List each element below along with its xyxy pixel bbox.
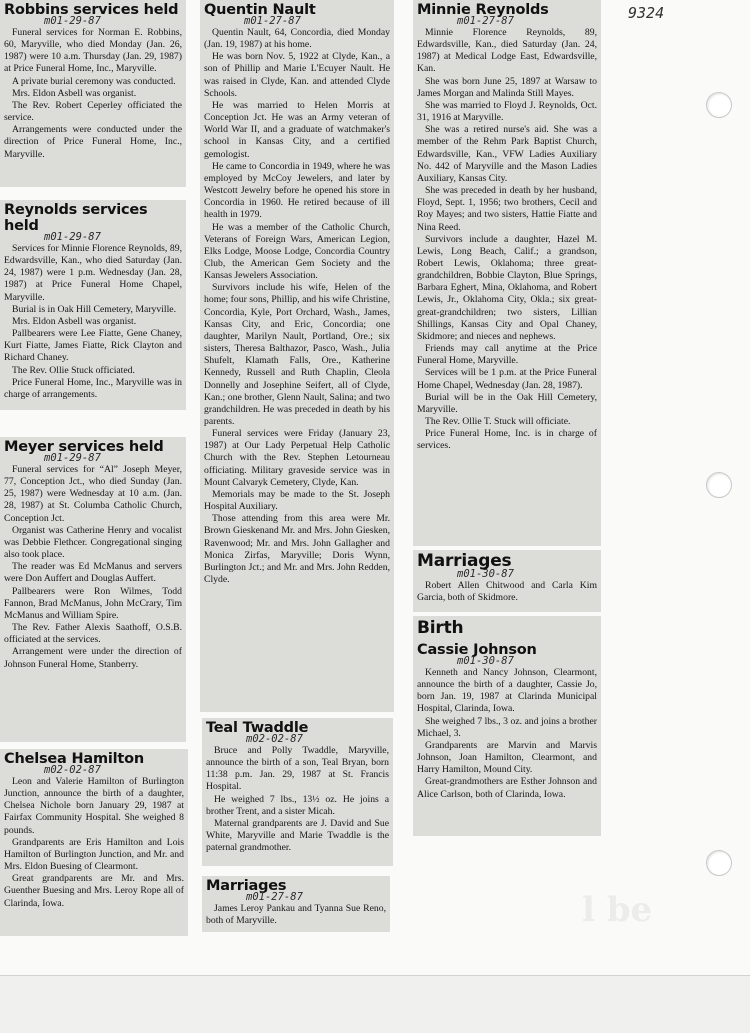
clipping-headline: Cassie Johnson bbox=[417, 642, 537, 658]
clipping-paragraph: Price Funeral Home, Inc., Maryville was in charge of arrangements. bbox=[4, 376, 182, 400]
scanner-margin bbox=[0, 975, 750, 1033]
clipping-paragraph: Funeral services for “Al” Joseph Meyer, 77, Conception Jct., who died Sunday (Jan. 25, 1987) were Wednesday at 10 a.m. (Jan. 28, 1987) at St. Columba Catholic Church, Conception Jct. bbox=[4, 464, 182, 524]
clipping-headline: Minnie Reynolds bbox=[417, 2, 549, 18]
marriages-left-clipping bbox=[202, 876, 390, 932]
clipping-paragraph: He was born Nov. 5, 1922 at Clyde, Kan., a son of Phillip and Marie L'Ecuyer Nault. He was raised in Clyde, Kan. and attended Clyde Schools. bbox=[204, 51, 390, 99]
binder-hole bbox=[706, 850, 732, 876]
clipping-paragraph: The Rev. Father Alexis Saathoff, O.S.B. officiated at the services. bbox=[4, 622, 182, 646]
handwritten-code: m02-02-87 bbox=[246, 733, 303, 745]
clipping-paragraph: Quentin Nault, 64, Concordia, died Monday (Jan. 19, 1987) at his home. bbox=[204, 27, 390, 51]
clipping-paragraph: Arrangement were under the direction of Johnson Funeral Home, Stanberry. bbox=[4, 646, 182, 670]
clipping-paragraph: Friends may call anytime at the Price Funeral Home, Maryville. bbox=[417, 343, 597, 367]
clipping-paragraph: Great-grandmothers are Esther Johnson and Alice Carlson, both of Clarinda, Iowa. bbox=[417, 776, 597, 800]
clipping-headline: Marriages bbox=[206, 878, 287, 894]
clipping-paragraph: He was a member of the Catholic Church, Veterans of Foreign Wars, American Legion, Elks Lodge, Moose Lodge, Concordia Country Club, the American Gem Society and the Kansas Jewelers Association. bbox=[204, 221, 390, 282]
handwritten-code: m01-27-87 bbox=[457, 15, 514, 27]
clipping-paragraph: Services will be 1 p.m. at the Price Funeral Home Chapel, Wednesday (Jan. 28, 1987). bbox=[417, 367, 597, 391]
clipping-paragraph: Survivors include a daughter, Hazel M. Lewis, Long Beach, Calif.; a grandson, Robert Lewis, Oklahoma; three great-grandchildren, Bobbie Clayton, Blue Springs, Barbara Eghert, Mina, Oklahoma, and Robert Lewis, Jr., Oklahoma City, Okla.; six great-great-grandchildren; two sisters, Lillian Shillings, Kansas City and Opal Chaney, Skidmore; and nieces and nephews. bbox=[417, 233, 597, 342]
clipping-paragraph: He came to Concordia in 1949, where he was employed by McCoy Jewelers, and later by Westcott Jewelry before he opened his store in Concordia in 1960. He retired because of ill health in 1979. bbox=[204, 160, 390, 221]
binder-hole bbox=[706, 472, 732, 498]
clipping-paragraph: Mrs. Eldon Asbell was organist. bbox=[12, 315, 137, 327]
clipping-paragraph: Arrangements were conducted under the direction of Price Funeral Home, Inc., Maryville. bbox=[4, 124, 182, 160]
bleed-through-text: l be bbox=[582, 890, 653, 930]
clipping-paragraph: Great grandparents are Mr. and Mrs. Guenther Buesing and Mrs. Leroy Rope all of Clarinda, Iowa. bbox=[4, 873, 184, 909]
section-headline: Birth bbox=[417, 618, 464, 638]
clipping-paragraph: She was married to Floyd J. Reynolds, Oct. 31, 1916 at Maryville. bbox=[417, 99, 597, 124]
clipping-paragraph: Burial will be in the Oak Hill Cemetery, Maryville. bbox=[417, 391, 597, 415]
handwritten-code: m01-30-87 bbox=[457, 568, 514, 580]
meyer-clipping bbox=[0, 437, 186, 742]
clipping-paragraph: Those attending from this area were Mr. Brown Gieskenand Mr. and Mrs. John Giesken, Ravenwood; Mr. and Mrs. John Gallagher and Monica Zirfas, Maryville; Doris Wynn, Burlington Jct.; and Mr. and Mrs. John Redden, Clyde. bbox=[204, 513, 390, 586]
chelsea-clipping bbox=[0, 749, 188, 936]
clipping-paragraph: Bruce and Polly Twaddle, Maryville, announce the birth of a son, Teal Bryan, born 11:38 p.m. Jan. 29, 1987 at St. Francis Hospital. bbox=[206, 745, 389, 793]
binder-hole bbox=[706, 92, 732, 118]
clipping-headline: Reynolds services held bbox=[4, 202, 148, 234]
handwritten-code: m01-29-87 bbox=[44, 15, 101, 27]
handwritten-code: m01-27-87 bbox=[246, 891, 303, 903]
handwritten-code: m01-29-87 bbox=[44, 452, 101, 464]
clipping-paragraph: Kenneth and Nancy Johnson, Clearmont, announce the birth of a daughter, Cassie Jo, born Jan. 19, 1987 at Clarinda Municipal Hospital, Clarinda, Iowa. bbox=[417, 667, 597, 715]
handwritten-code: m01-29-87 bbox=[44, 231, 101, 243]
clipping-paragraph: Pallbearers were Lee Fiatte, Gene Chaney, Kurt Fiatte, James Fiatte, Rick Clayton and Richard Chaney. bbox=[4, 328, 182, 364]
clipping-headline: Meyer services held bbox=[4, 439, 164, 455]
clipping-paragraph: She was preceded in death by her husband, Floyd, Sept. 1, 1956; two brothers, Cecil and Roy Mayes; and two sisters, Hattie Fiatte and Nina Reed. bbox=[417, 185, 597, 233]
clipping-paragraph: Burial is in Oak Hill Cemetery, Maryville. bbox=[12, 303, 177, 315]
clipping-paragraph: He weighed 7 lbs., 13½ oz. He joins a brother Trent, and a sister Micah. bbox=[206, 793, 389, 817]
clipping-paragraph: Funeral services were Friday (January 23, 1987) at Our Lady Perpetual Help Catholic Church with the Rev. Stephen Letourneau officiating. Military graveside service was in Mount Calvaryk Cemetery, Clyde, Kan. bbox=[204, 428, 390, 488]
birth-clipping bbox=[413, 616, 601, 836]
reynolds-clipping bbox=[0, 200, 186, 410]
clipping-paragraph: The Rev. Ollie Stuck officiated. bbox=[12, 364, 135, 376]
clipping-paragraph: She was a retired nurse's aid. She was a member of the Rehm Park Baptist Church, Edwardsville, Kan., VFW Ladies Auxiliary No. 442 of Maryville and the Mason Ladies Auxiliary, Kansas City. bbox=[417, 124, 597, 184]
clipping-paragraph: James Leroy Pankau and Tyanna Sue Reno, both of Maryville. bbox=[206, 903, 386, 927]
marriages-right-clipping bbox=[413, 550, 601, 612]
clipping-paragraph: Services for Minnie Florence Reynolds, 89, Edwardsville, Kan., who died Saturday (Jan. 24, 1987) were 1 p.m. Wednesday (Jan. 28, 1987) at Price Funeral Home Chapel, Maryville. bbox=[4, 243, 182, 303]
clipping-paragraph: Pallbearers were Ron Wilmes, Todd Fannon, Brad McManus, John McCrary, Tim McManus and William Spire. bbox=[4, 585, 182, 621]
robbins-clipping bbox=[0, 0, 186, 187]
clipping-headline: Chelsea Hamilton bbox=[4, 751, 145, 767]
twaddle-clipping bbox=[202, 718, 393, 866]
minnie-clipping bbox=[413, 0, 601, 546]
clipping-paragraph: Grandparents are Marvin and Marvis Johnson, Joan Hamilton, Clearmont, and Harry Hamilton, Mound City. bbox=[417, 739, 597, 776]
clipping-paragraph: A private burial ceremony was conducted. bbox=[12, 75, 176, 87]
nault-clipping bbox=[200, 0, 394, 712]
clipping-paragraph: Robert Allen Chitwood and Carla Kim Garcia, both of Skidmore. bbox=[417, 580, 597, 604]
clipping-paragraph: She weighed 7 lbs., 3 oz. and joins a brother Michael, 3. bbox=[417, 715, 597, 739]
clipping-paragraph: Grandparents are Eris Hamilton and Lois Hamilton of Burlington Junction, and Mr. and Mrs. Eldon Buesing of Clearmont. bbox=[4, 836, 184, 873]
clipping-paragraph: Maternal grandparents are J. David and Sue White, Maryville and Marie Twaddle is the paternal grandmother. bbox=[206, 817, 389, 854]
clipping-paragraph: The Rev. Ollie T. Stuck will officiate. bbox=[425, 416, 571, 427]
clipping-headline: Robbins services held bbox=[4, 2, 179, 18]
clipping-paragraph: Memorials may be made to the St. Joseph Hospital Auxiliary. bbox=[204, 488, 390, 513]
clipping-headline: Teal Twaddle bbox=[206, 720, 309, 736]
clipping-headline: Marriages bbox=[417, 551, 512, 571]
clipping-paragraph: Price Funeral Home, Inc. is in charge of services. bbox=[417, 428, 597, 452]
clipping-paragraph: He was married to Helen Morris at Conception Jct. He was an Army veteran of World War II, and a graduate of watchmaker's school in Kansas City, and a certified gemologist. bbox=[204, 99, 390, 160]
handwritten-code: m01-27-87 bbox=[244, 15, 301, 27]
clipping-paragraph: Leon and Valerie Hamilton of Burlington Junction, announce the birth of a daughter, Chelsea Nichole born January 29, 1987 at Fairfax Community Hospital. She weighed 8 pounds. bbox=[4, 776, 184, 836]
clipping-paragraph: Minnie Florence Reynolds, 89, Edwardsville, Kan., died Saturday (Jan. 24, 1987) at Medical Lodge East, Edwardsville, Kan. bbox=[417, 27, 597, 75]
clipping-paragraph: The Rev. Robert Ceperley officiated the service. bbox=[4, 99, 182, 124]
handwritten-code: m01-30-87 bbox=[457, 655, 514, 667]
clipping-paragraph: She was born June 25, 1897 at Warsaw to James Morgan and Malinda Still Mayes. bbox=[417, 75, 597, 99]
clipping-paragraph: Survivors include his wife, Helen of the home; four sons, Phillip, and his wife Christine, Concordia, Kyle, Port Orchard, Wash., James, Kansas City, and Eric, Concordia; one daughter, Marilyn Nault, Portland, Ore.; six sisters, Theresa Balthazor, Pasco, Wash., Julia Shufelt, Klamath Falls, Ore., Katherine Kennedy, Russell and Ruth Chaplin, Cleola Donnelly and Josephine Seifert, all of Clyde, Kan.; one brother, Glenn Nault, Salina; and two grandchildren. He was preceded in death by his parents. bbox=[204, 282, 390, 427]
clipping-paragraph: Funeral services for Norman E. Robbins, 60, Maryville, who died Monday (Jan. 26, 1987) were 10 a.m. Thursday (Jan. 29, 1987) at Price Funeral Home, Inc., Maryville. bbox=[4, 27, 182, 75]
clipping-paragraph: The reader was Ed McManus and servers were Don Auffert and Douglas Auffert. bbox=[4, 561, 182, 585]
clipping-paragraph: Mrs. Eldon Asbell was organist. bbox=[12, 87, 137, 99]
handwritten-code: m02-02-87 bbox=[44, 764, 101, 776]
clipping-paragraph: Organist was Catherine Henry and vocalist was Debbie Flethcer. Congregational singing also took place. bbox=[4, 524, 182, 561]
clipping-headline: Quentin Nault bbox=[204, 2, 316, 18]
page-number: 9324 bbox=[628, 4, 665, 22]
